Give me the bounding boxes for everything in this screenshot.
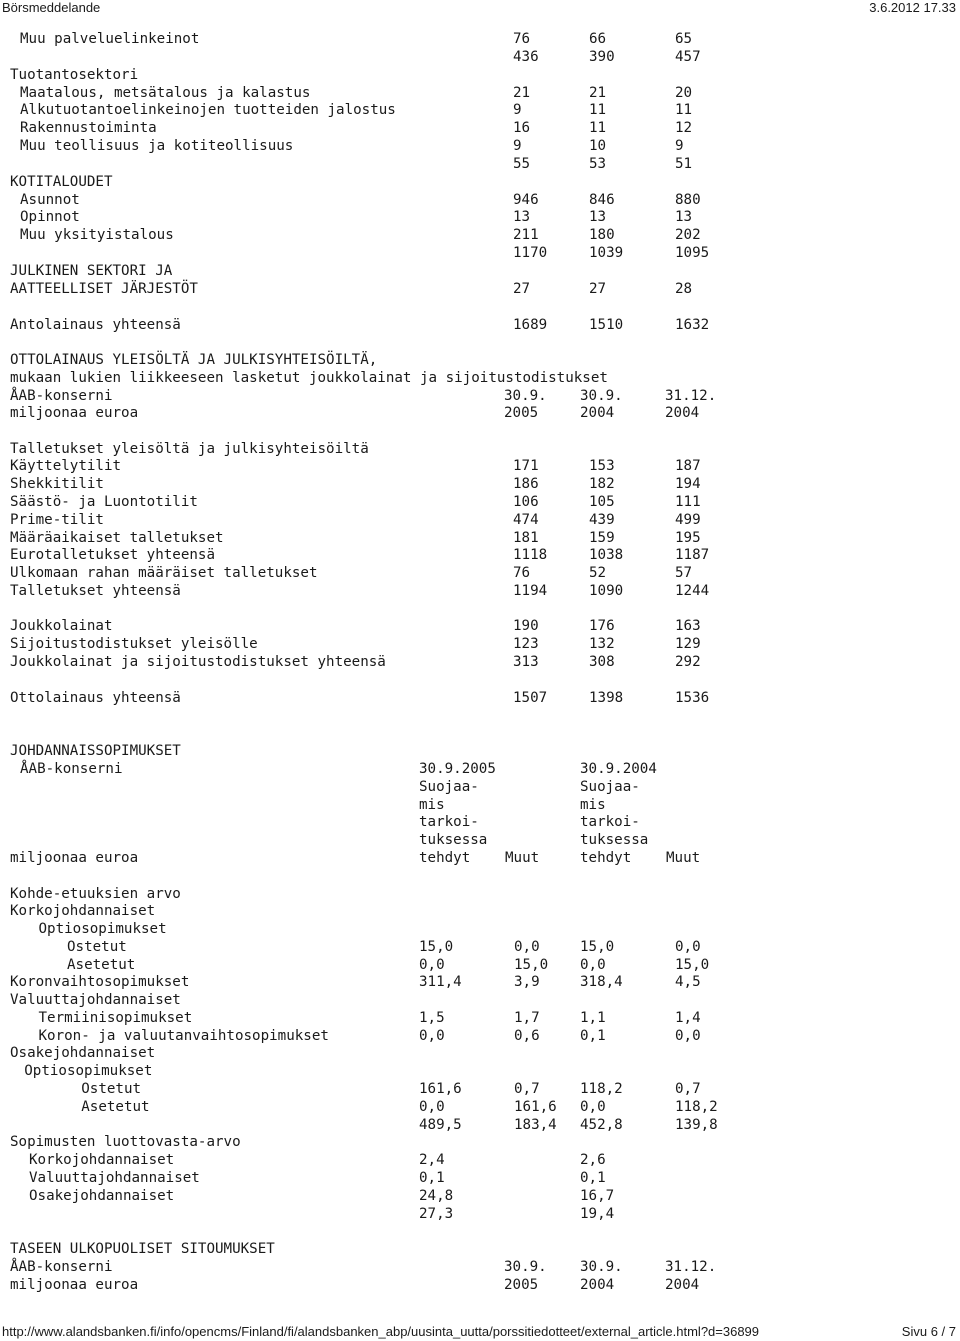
row-label: Joukkolainat (10, 618, 113, 634)
row-value: 0,7 (514, 1081, 540, 1097)
section-heading: JULKINEN SEKTORI JA (10, 263, 173, 279)
column-date-value: 30.9. (580, 1259, 623, 1275)
row-value: 15,0 (580, 939, 615, 955)
row-value: 11 (589, 102, 607, 118)
table-title: JOHDANNAISSOPIMUKSET (10, 743, 181, 759)
column-date-value: 30.9. (580, 388, 623, 404)
row-label: Osakejohdannaiset (29, 1188, 175, 1204)
column-year-value: 2004 (665, 1277, 700, 1293)
row-value: 15,0 (675, 957, 710, 973)
row-label: Valuuttajohdannaiset (29, 1170, 200, 1186)
row-label: Maatalous, metsätalous ja kalastus (20, 85, 311, 101)
row-value: 52 (589, 565, 607, 581)
row-value: 132 (589, 636, 615, 652)
row-label: Eurotalletukset yhteensä (10, 547, 215, 563)
column-date-value: 31.12. (665, 388, 717, 404)
row-value: 1,7 (514, 1010, 540, 1026)
row-value: 153 (589, 458, 615, 474)
column-date-value: 30.9. (504, 388, 547, 404)
row-value: 21 (589, 85, 607, 101)
column-header: Muut (666, 850, 701, 866)
footer-url[interactable]: http://www.alandsbanken.fi/info/opencms/Finland/fi/alandsbanken_abp/uusinta_uutta/porssitiedotteet/external_article.html?d=36899 (2, 1324, 760, 1339)
row-label: Korkojohdannaiset (10, 903, 156, 919)
row-value: 195 (675, 530, 701, 546)
row-value: 9 (675, 138, 684, 154)
row-value: 313 (513, 654, 539, 670)
row-label: Muu teollisuus ja kotiteollisuus (20, 138, 294, 154)
column-header: tarkoi- (419, 814, 479, 830)
subtotal-value: 390 (589, 49, 615, 65)
row-value: 186 (513, 476, 539, 492)
row-value: 106 (513, 494, 539, 510)
group-name: ÅAB-konserni (20, 761, 123, 777)
header-title: Börsmeddelande (2, 0, 101, 15)
row-label: Sijoitustodistukset yleisölle (10, 636, 258, 652)
row-value: 0,1 (419, 1170, 445, 1186)
row-value: 1187 (675, 547, 710, 563)
section-heading: Talletukset yleisöltä ja julkisyhteisöiltä (10, 441, 369, 457)
row-label: Ostetut (81, 1081, 142, 1097)
row-label: Talletukset yhteensä (10, 583, 181, 599)
row-value: 161,6 (419, 1081, 462, 1097)
row-value: 129 (675, 636, 701, 652)
row-value: 0,7 (675, 1081, 701, 1097)
row-label: Opinnot (20, 209, 80, 225)
column-header: mis (419, 797, 445, 813)
clipped-top-row (0, 0, 960, 47)
row-value: 190 (513, 618, 539, 634)
row-value: 57 (675, 565, 693, 581)
total-value: 1510 (589, 317, 624, 333)
row-value: 3,9 (514, 974, 540, 990)
total-value: 1507 (513, 690, 548, 706)
row-value: 15,0 (419, 939, 454, 955)
row-value: 20 (675, 85, 693, 101)
row-label: Koron- ja valuutanvaihtosopimukset (38, 1028, 329, 1044)
row-value: 439 (589, 512, 615, 528)
row-value: 1090 (589, 583, 624, 599)
row-label: Optiosopimukset (24, 1063, 153, 1079)
row-value: 123 (513, 636, 539, 652)
row-value: 946 (513, 192, 539, 208)
row-value: 0,0 (675, 939, 701, 955)
page-footer (0, 1324, 960, 1340)
section-heading: KOTITALOUDET (10, 174, 113, 190)
row-value: 311,4 (419, 974, 462, 990)
row-value: 1244 (675, 583, 710, 599)
row-value: 0,0 (419, 957, 445, 973)
total-value: 1536 (675, 690, 710, 706)
column-header: Suojaa- (419, 779, 479, 795)
row-value: 0,0 (419, 1028, 445, 1044)
column-date: 30.9.2005 (419, 761, 496, 777)
row-label: Rakennustoiminta (20, 120, 157, 136)
row-value: 846 (589, 192, 615, 208)
unit-label: miljoonaa euroa (10, 405, 139, 421)
column-header: Suojaa- (580, 779, 640, 795)
row-value: 118,2 (675, 1099, 718, 1115)
subtotal-value: 1039 (589, 245, 624, 261)
row-value: 318,4 (580, 974, 623, 990)
total-label: Ottolainaus yhteensä (10, 690, 181, 706)
column-header: Muut (505, 850, 540, 866)
row-label: Osakejohdannaiset (10, 1045, 156, 1061)
row-value: 76 (513, 31, 531, 47)
column-header: tuksessa (580, 832, 649, 848)
column-year-value: 2004 (580, 1277, 615, 1293)
subtotal-value: 436 (513, 49, 539, 65)
row-value: 1038 (589, 547, 624, 563)
row-value: 2,6 (580, 1152, 606, 1168)
row-value: 111 (675, 494, 701, 510)
column-header: tarkoi- (580, 814, 640, 830)
row-label: Asetetut (81, 1099, 150, 1115)
row-value: 1118 (513, 547, 548, 563)
column-header: tehdyt (419, 850, 471, 866)
row-value: 187 (675, 458, 701, 474)
row-value: 180 (589, 227, 615, 243)
row-value: 21 (513, 85, 531, 101)
subtotal-value: 55 (513, 156, 531, 172)
subtotal-value: 457 (675, 49, 701, 65)
row-label: Valuuttajohdannaiset (10, 992, 181, 1008)
subtotal-value: 51 (675, 156, 693, 172)
row-value: 452,8 (580, 1117, 623, 1133)
row-value: 0,0 (514, 939, 540, 955)
column-date-value: 31.12. (665, 1259, 717, 1275)
row-value: 1194 (513, 583, 548, 599)
row-label: Muu palveluelinkeinot (20, 31, 200, 47)
row-value: 161,6 (514, 1099, 557, 1115)
row-value: 16 (513, 120, 531, 136)
row-label: Prime-tilit (10, 512, 104, 528)
column-header: tehdyt (580, 850, 632, 866)
row-value: 76 (513, 565, 531, 581)
table-title: OTTOLAINAUS YLEISÖLTÄ JA JULKISYHTEISÖILTÄ, (10, 352, 378, 368)
column-year-value: 2004 (580, 405, 615, 421)
row-label: Koronvaihtosopimukset (10, 974, 190, 990)
row-value: 181 (513, 530, 539, 546)
row-value: 163 (675, 618, 701, 634)
row-label: Korkojohdannaiset (29, 1152, 175, 1168)
section-heading: Sopimusten luottovasta-arvo (10, 1134, 241, 1150)
row-label: Ulkomaan rahan määräiset talletukset (10, 565, 318, 581)
row-value: 292 (675, 654, 701, 670)
table-title: TASEEN ULKOPUOLISET SITOUMUKSET (10, 1241, 275, 1257)
subtotal-value: 1170 (513, 245, 548, 261)
row-label: Muu yksityistalous (20, 227, 174, 243)
row-value: 0,6 (514, 1028, 540, 1044)
column-year-value: 2005 (504, 405, 539, 421)
section-heading: AATTEELLISET JÄRJESTÖT (10, 281, 198, 297)
row-value: 0,0 (675, 1028, 701, 1044)
row-value: 0,0 (580, 957, 606, 973)
row-label: Optiosopimukset (38, 921, 167, 937)
row-value: 202 (675, 227, 701, 243)
header-timestamp: 3.6.2012 17.33 (869, 0, 956, 15)
row-value: 0,0 (580, 1099, 606, 1115)
row-value: 176 (589, 618, 615, 634)
row-label: Käyttelytilit (10, 458, 122, 474)
row-value: 27,3 (419, 1206, 454, 1222)
row-value: 28 (675, 281, 693, 297)
row-value: 19,4 (580, 1206, 615, 1222)
row-value: 13 (589, 209, 607, 225)
row-value: 27 (589, 281, 607, 297)
row-value: 0,1 (580, 1028, 606, 1044)
column-header: mis (580, 797, 606, 813)
unit-label: miljoonaa euroa (10, 850, 139, 866)
row-value: 1,4 (675, 1010, 701, 1026)
row-value: 11 (675, 102, 693, 118)
row-label: Ostetut (67, 939, 127, 955)
row-label: Määräaikaiset talletukset (10, 530, 224, 546)
row-label: Joukkolainat ja sijoitustodistukset yhteensä (10, 654, 386, 670)
row-value: 11 (589, 120, 607, 136)
subtotal-value: 1095 (675, 245, 710, 261)
row-value: 0,0 (419, 1099, 445, 1115)
row-value: 4,5 (675, 974, 701, 990)
row-value: 118,2 (580, 1081, 623, 1097)
row-value: 65 (675, 31, 693, 47)
subtotal-value: 53 (589, 156, 607, 172)
total-value: 1398 (589, 690, 624, 706)
row-value: 16,7 (580, 1188, 615, 1204)
row-value: 474 (513, 512, 539, 528)
row-value: 66 (589, 31, 607, 47)
group-name: ÅAB-konserni (10, 388, 113, 404)
column-date-value: 30.9. (504, 1259, 547, 1275)
row-value: 10 (589, 138, 607, 154)
row-value: 880 (675, 192, 701, 208)
row-label: Shekkitilit (10, 476, 104, 492)
row-value: 489,5 (419, 1117, 462, 1133)
row-value: 499 (675, 512, 701, 528)
unit-label: miljoonaa euroa (10, 1277, 139, 1293)
column-year-value: 2004 (665, 405, 700, 421)
row-value: 159 (589, 530, 615, 546)
row-value: 105 (589, 494, 615, 510)
row-label: Termiinisopimukset (38, 1010, 193, 1026)
row-value: 27 (513, 281, 531, 297)
row-label: Alkutuotantoelinkeinojen tuotteiden jalostus (20, 102, 396, 118)
total-value: 1632 (675, 317, 710, 333)
column-header: tuksessa (419, 832, 488, 848)
row-value: 13 (513, 209, 531, 225)
column-date: 30.9.2004 (580, 761, 657, 777)
section-heading: Tuotantosektori (10, 67, 139, 83)
row-value: 183,4 (514, 1117, 557, 1133)
row-value: 194 (675, 476, 701, 492)
row-value: 1,1 (580, 1010, 606, 1026)
row-value: 2,4 (419, 1152, 445, 1168)
row-value: 12 (675, 120, 693, 136)
row-value: 15,0 (514, 957, 549, 973)
page-number: Sivu 6 / 7 (901, 1324, 956, 1339)
row-label: Asetetut (67, 957, 136, 973)
row-value: 211 (513, 227, 539, 243)
table-subtitle: mukaan lukien liikkeeseen lasketut joukkolainat ja sijoitustodistukset (10, 370, 608, 386)
row-value: 171 (513, 458, 539, 474)
row-label: Säästö- ja Luontotilit (10, 494, 198, 510)
total-value: 1689 (513, 317, 548, 333)
row-value: 9 (513, 138, 522, 154)
row-value: 139,8 (675, 1117, 718, 1133)
total-label: Antolainaus yhteensä (10, 317, 181, 333)
row-value: 308 (589, 654, 615, 670)
row-value: 13 (675, 209, 693, 225)
row-label: Asunnot (20, 192, 80, 208)
row-value: 24,8 (419, 1188, 454, 1204)
section-heading: Kohde-etuuksien arvo (10, 886, 181, 902)
group-name: ÅAB-konserni (10, 1259, 113, 1275)
row-value: 0,1 (580, 1170, 606, 1186)
row-value: 182 (589, 476, 615, 492)
row-value: 1,5 (419, 1010, 445, 1026)
row-value: 9 (513, 102, 522, 118)
column-year-value: 2005 (504, 1277, 539, 1293)
